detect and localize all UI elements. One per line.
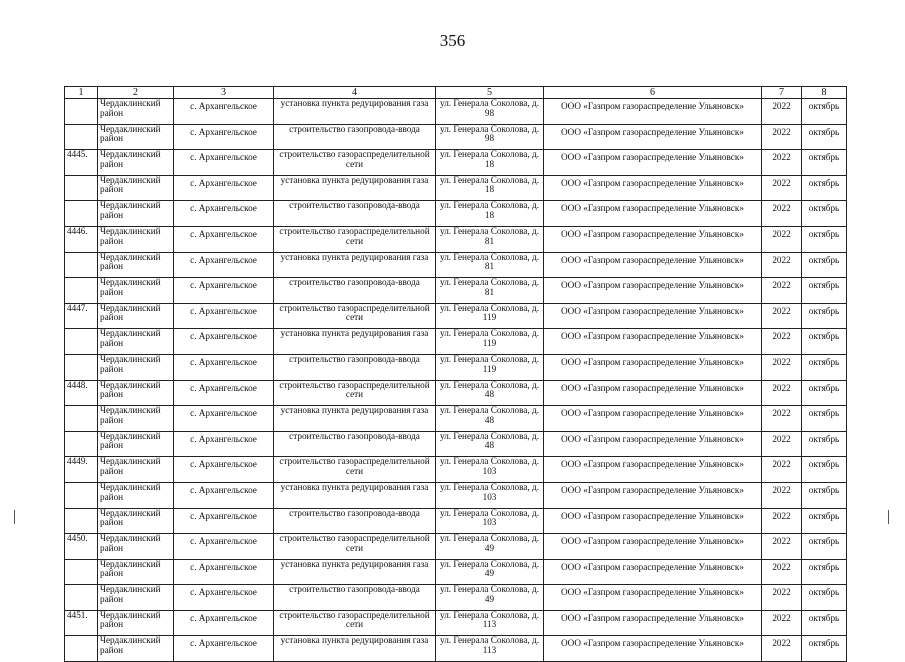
- row-number: 4451.: [65, 610, 98, 636]
- table-row: [65, 585, 847, 611]
- work-type-cell: строительство газопровода-ввода: [274, 354, 436, 380]
- year-cell: 2022: [762, 457, 802, 483]
- address-cell: ул. Генерала Соколова, д. 113: [436, 636, 544, 662]
- organization-cell: ООО «Газпром газораспределение Ульяновск»: [544, 329, 762, 355]
- work-type-cell: установка пункта редуцирования газа: [274, 636, 436, 662]
- district-cell: Чердаклинский район: [98, 201, 174, 227]
- district-cell: Чердаклинский район: [98, 354, 174, 380]
- month-cell: октябрь: [802, 150, 847, 176]
- year-cell: 2022: [762, 354, 802, 380]
- table-row: [65, 278, 847, 304]
- column-header: 4: [274, 87, 436, 99]
- year-cell: 2022: [762, 406, 802, 432]
- district-cell: Чердаклинский район: [98, 175, 174, 201]
- table-row: [65, 559, 847, 585]
- row-number: [65, 201, 98, 227]
- district-cell: Чердаклинский район: [98, 99, 174, 125]
- column-header: 8: [802, 87, 847, 99]
- locality-cell: с. Архангельское: [174, 585, 274, 611]
- locality-cell: с. Архангельское: [174, 482, 274, 508]
- district-cell: Чердаклинский район: [98, 150, 174, 176]
- month-cell: октябрь: [802, 610, 847, 636]
- organization-cell: ООО «Газпром газораспределение Ульяновск»: [544, 636, 762, 662]
- district-cell: Чердаклинский район: [98, 252, 174, 278]
- organization-cell: ООО «Газпром газораспределение Ульяновск»: [544, 406, 762, 432]
- year-cell: 2022: [762, 508, 802, 534]
- district-cell: Чердаклинский район: [98, 303, 174, 329]
- row-number: [65, 482, 98, 508]
- work-type-cell: строительство газораспределительной сети: [274, 150, 436, 176]
- district-cell: Чердаклинский район: [98, 278, 174, 304]
- organization-cell: ООО «Газпром газораспределение Ульяновск»: [544, 252, 762, 278]
- month-cell: октябрь: [802, 303, 847, 329]
- column-header: 6: [544, 87, 762, 99]
- work-type-cell: строительство газораспределительной сети: [274, 303, 436, 329]
- table-row: [65, 482, 847, 508]
- row-number: 4448.: [65, 380, 98, 406]
- table-row: [65, 508, 847, 534]
- year-cell: 2022: [762, 226, 802, 252]
- table-row: [65, 354, 847, 380]
- row-number: [65, 585, 98, 611]
- data-table-container: [64, 86, 846, 662]
- year-cell: 2022: [762, 124, 802, 150]
- locality-cell: с. Архангельское: [174, 329, 274, 355]
- work-type-cell: установка пункта редуцирования газа: [274, 406, 436, 432]
- district-cell: Чердаклинский район: [98, 559, 174, 585]
- table-row: [65, 226, 847, 252]
- month-cell: октябрь: [802, 99, 847, 125]
- row-number: 4446.: [65, 226, 98, 252]
- district-cell: Чердаклинский район: [98, 585, 174, 611]
- month-cell: октябрь: [802, 431, 847, 457]
- month-cell: октябрь: [802, 636, 847, 662]
- table-row: [65, 431, 847, 457]
- address-cell: ул. Генерала Соколова, д. 119: [436, 303, 544, 329]
- organization-cell: ООО «Газпром газораспределение Ульяновск»: [544, 431, 762, 457]
- month-cell: октябрь: [802, 482, 847, 508]
- year-cell: 2022: [762, 329, 802, 355]
- data-table: [64, 86, 847, 662]
- year-cell: 2022: [762, 99, 802, 125]
- work-type-cell: строительство газопровода-ввода: [274, 508, 436, 534]
- locality-cell: с. Архангельское: [174, 457, 274, 483]
- address-cell: ул. Генерала Соколова, д. 98: [436, 99, 544, 125]
- table-row: [65, 329, 847, 355]
- address-cell: ул. Генерала Соколова, д. 49: [436, 534, 544, 560]
- work-type-cell: строительство газораспределительной сети: [274, 610, 436, 636]
- work-type-cell: строительство газопровода-ввода: [274, 431, 436, 457]
- work-type-cell: строительство газораспределительной сети: [274, 457, 436, 483]
- month-cell: октябрь: [802, 329, 847, 355]
- district-cell: Чердаклинский район: [98, 380, 174, 406]
- work-type-cell: установка пункта редуцирования газа: [274, 252, 436, 278]
- address-cell: ул. Генерала Соколова, д. 113: [436, 610, 544, 636]
- month-cell: октябрь: [802, 508, 847, 534]
- district-cell: Чердаклинский район: [98, 431, 174, 457]
- locality-cell: с. Архангельское: [174, 354, 274, 380]
- address-cell: ул. Генерала Соколова, д. 18: [436, 150, 544, 176]
- year-cell: 2022: [762, 252, 802, 278]
- work-type-cell: установка пункта редуцирования газа: [274, 329, 436, 355]
- organization-cell: ООО «Газпром газораспределение Ульяновск»: [544, 175, 762, 201]
- year-cell: 2022: [762, 201, 802, 227]
- locality-cell: с. Архангельское: [174, 636, 274, 662]
- work-type-cell: установка пункта редуцирования газа: [274, 175, 436, 201]
- work-type-cell: строительство газопровода-ввода: [274, 278, 436, 304]
- month-cell: октябрь: [802, 585, 847, 611]
- row-number: 4450.: [65, 534, 98, 560]
- address-cell: ул. Генерала Соколова, д. 81: [436, 252, 544, 278]
- address-cell: ул. Генерала Соколова, д. 81: [436, 278, 544, 304]
- locality-cell: с. Архангельское: [174, 534, 274, 560]
- month-cell: октябрь: [802, 354, 847, 380]
- table-body: [65, 99, 847, 662]
- organization-cell: ООО «Газпром газораспределение Ульяновск»: [544, 201, 762, 227]
- locality-cell: с. Архангельское: [174, 559, 274, 585]
- year-cell: 2022: [762, 278, 802, 304]
- row-number: [65, 278, 98, 304]
- address-cell: ул. Генерала Соколова, д. 81: [436, 226, 544, 252]
- table-row: [65, 406, 847, 432]
- year-cell: 2022: [762, 636, 802, 662]
- work-type-cell: строительство газораспределительной сети: [274, 380, 436, 406]
- locality-cell: с. Архангельское: [174, 99, 274, 125]
- table-row: [65, 124, 847, 150]
- work-type-cell: строительство газопровода-ввода: [274, 124, 436, 150]
- address-cell: ул. Генерала Соколова, д. 98: [436, 124, 544, 150]
- locality-cell: с. Архангельское: [174, 431, 274, 457]
- year-cell: 2022: [762, 534, 802, 560]
- year-cell: 2022: [762, 150, 802, 176]
- work-type-cell: установка пункта редуцирования газа: [274, 99, 436, 125]
- year-cell: 2022: [762, 559, 802, 585]
- month-cell: октябрь: [802, 278, 847, 304]
- column-header: 2: [98, 87, 174, 99]
- organization-cell: ООО «Газпром газораспределение Ульяновск»: [544, 380, 762, 406]
- row-number: [65, 252, 98, 278]
- organization-cell: ООО «Газпром газораспределение Ульяновск»: [544, 99, 762, 125]
- organization-cell: ООО «Газпром газораспределение Ульяновск»: [544, 457, 762, 483]
- organization-cell: ООО «Газпром газораспределение Ульяновск»: [544, 534, 762, 560]
- organization-cell: ООО «Газпром газораспределение Ульяновск»: [544, 508, 762, 534]
- district-cell: Чердаклинский район: [98, 406, 174, 432]
- right-margin-mark: [888, 510, 889, 524]
- row-number: [65, 124, 98, 150]
- table-row: [65, 99, 847, 125]
- work-type-cell: строительство газопровода-ввода: [274, 585, 436, 611]
- table-row: [65, 175, 847, 201]
- month-cell: октябрь: [802, 226, 847, 252]
- organization-cell: ООО «Газпром газораспределение Ульяновск»: [544, 226, 762, 252]
- year-cell: 2022: [762, 610, 802, 636]
- locality-cell: с. Архангельское: [174, 610, 274, 636]
- organization-cell: ООО «Газпром газораспределение Ульяновск»: [544, 610, 762, 636]
- row-number: 4447.: [65, 303, 98, 329]
- address-cell: ул. Генерала Соколова, д. 119: [436, 354, 544, 380]
- left-margin-mark: [14, 510, 15, 524]
- year-cell: 2022: [762, 431, 802, 457]
- month-cell: октябрь: [802, 201, 847, 227]
- month-cell: октябрь: [802, 406, 847, 432]
- row-number: [65, 99, 98, 125]
- organization-cell: ООО «Газпром газораспределение Ульяновск»: [544, 303, 762, 329]
- address-cell: ул. Генерала Соколова, д. 18: [436, 201, 544, 227]
- row-number: [65, 175, 98, 201]
- month-cell: октябрь: [802, 534, 847, 560]
- year-cell: 2022: [762, 175, 802, 201]
- row-number: [65, 559, 98, 585]
- table-row: [65, 380, 847, 406]
- work-type-cell: установка пункта редуцирования газа: [274, 559, 436, 585]
- address-cell: ул. Генерала Соколова, д. 49: [436, 559, 544, 585]
- column-header: 1: [65, 87, 98, 99]
- address-cell: ул. Генерала Соколова, д. 119: [436, 329, 544, 355]
- table-row: [65, 457, 847, 483]
- address-cell: ул. Генерала Соколова, д. 103: [436, 482, 544, 508]
- work-type-cell: установка пункта редуцирования газа: [274, 482, 436, 508]
- address-cell: ул. Генерала Соколова, д. 103: [436, 457, 544, 483]
- address-cell: ул. Генерала Соколова, д. 49: [436, 585, 544, 611]
- column-header: 5: [436, 87, 544, 99]
- table-row: [65, 252, 847, 278]
- year-cell: 2022: [762, 585, 802, 611]
- organization-cell: ООО «Газпром газораспределение Ульяновск»: [544, 585, 762, 611]
- row-number: [65, 329, 98, 355]
- row-number: [65, 431, 98, 457]
- district-cell: Чердаклинский район: [98, 636, 174, 662]
- row-number: [65, 354, 98, 380]
- month-cell: октябрь: [802, 457, 847, 483]
- row-number: [65, 508, 98, 534]
- address-cell: ул. Генерала Соколова, д. 48: [436, 380, 544, 406]
- address-cell: ул. Генерала Соколова, д. 18: [436, 175, 544, 201]
- month-cell: октябрь: [802, 380, 847, 406]
- locality-cell: с. Архангельское: [174, 124, 274, 150]
- table-row: [65, 610, 847, 636]
- row-number: 4445.: [65, 150, 98, 176]
- year-cell: 2022: [762, 482, 802, 508]
- organization-cell: ООО «Газпром газораспределение Ульяновск»: [544, 559, 762, 585]
- table-row: [65, 534, 847, 560]
- year-cell: 2022: [762, 380, 802, 406]
- district-cell: Чердаклинский район: [98, 610, 174, 636]
- table-row: [65, 150, 847, 176]
- address-cell: ул. Генерала Соколова, д. 48: [436, 431, 544, 457]
- locality-cell: с. Архангельское: [174, 406, 274, 432]
- organization-cell: ООО «Газпром газораспределение Ульяновск»: [544, 150, 762, 176]
- district-cell: Чердаклинский район: [98, 124, 174, 150]
- table-row: [65, 303, 847, 329]
- month-cell: октябрь: [802, 175, 847, 201]
- row-number: 4449.: [65, 457, 98, 483]
- month-cell: октябрь: [802, 252, 847, 278]
- district-cell: Чердаклинский район: [98, 482, 174, 508]
- locality-cell: с. Архангельское: [174, 175, 274, 201]
- page-number: 356: [439, 31, 466, 50]
- locality-cell: с. Архангельское: [174, 508, 274, 534]
- locality-cell: с. Архангельское: [174, 380, 274, 406]
- district-cell: Чердаклинский район: [98, 329, 174, 355]
- district-cell: Чердаклинский район: [98, 534, 174, 560]
- locality-cell: с. Архангельское: [174, 278, 274, 304]
- organization-cell: ООО «Газпром газораспределение Ульяновск»: [544, 278, 762, 304]
- column-header: 3: [174, 87, 274, 99]
- locality-cell: с. Архангельское: [174, 201, 274, 227]
- address-cell: ул. Генерала Соколова, д. 48: [436, 406, 544, 432]
- locality-cell: с. Архангельское: [174, 226, 274, 252]
- header-row: [65, 87, 847, 99]
- column-header: 7: [762, 87, 802, 99]
- organization-cell: ООО «Газпром газораспределение Ульяновск»: [544, 124, 762, 150]
- district-cell: Чердаклинский район: [98, 226, 174, 252]
- table-row: [65, 201, 847, 227]
- locality-cell: с. Архангельское: [174, 303, 274, 329]
- month-cell: октябрь: [802, 124, 847, 150]
- organization-cell: ООО «Газпром газораспределение Ульяновск»: [544, 482, 762, 508]
- work-type-cell: строительство газораспределительной сети: [274, 226, 436, 252]
- work-type-cell: строительство газораспределительной сети: [274, 534, 436, 560]
- work-type-cell: строительство газопровода-ввода: [274, 201, 436, 227]
- address-cell: ул. Генерала Соколова, д. 103: [436, 508, 544, 534]
- locality-cell: с. Архангельское: [174, 252, 274, 278]
- district-cell: Чердаклинский район: [98, 457, 174, 483]
- month-cell: октябрь: [802, 559, 847, 585]
- row-number: [65, 406, 98, 432]
- year-cell: 2022: [762, 303, 802, 329]
- locality-cell: с. Архангельское: [174, 150, 274, 176]
- district-cell: Чердаклинский район: [98, 508, 174, 534]
- organization-cell: ООО «Газпром газораспределение Ульяновск»: [544, 354, 762, 380]
